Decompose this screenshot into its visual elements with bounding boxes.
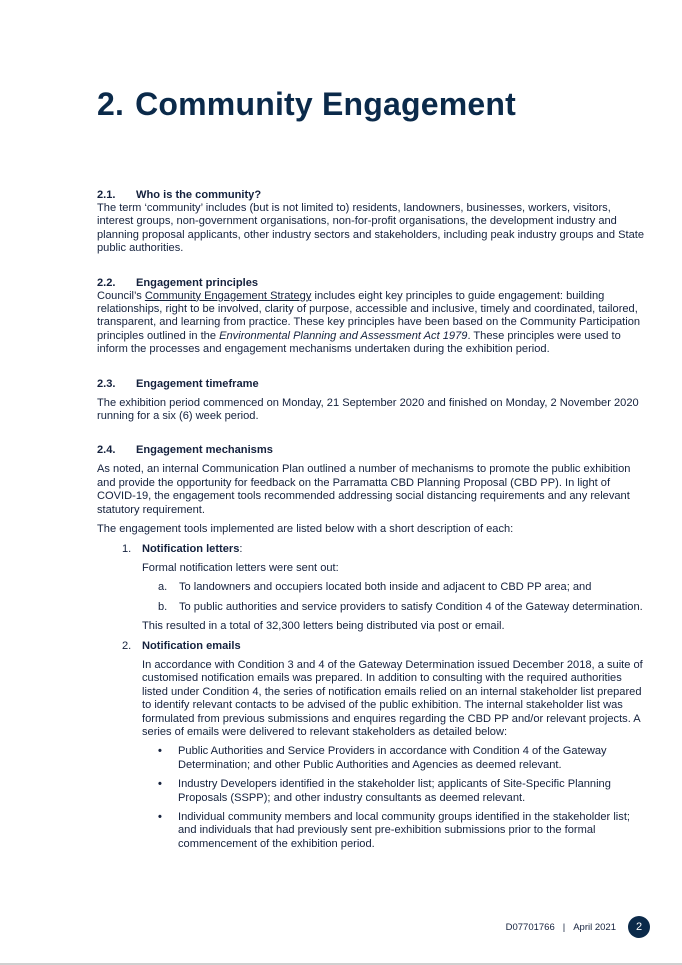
bullet-item bbox=[142, 811, 645, 851]
body-text: . These principles were used to inform the processes and engagement mechanisms undertaken during the exhibition period. bbox=[97, 329, 621, 356]
section-body: As noted, an internal Communication Plan outlined a number of mechanisms to promote the public exhibition and provide the opportunity for feedback on the Parramatta CBD Planning Proposal (CBD PP). In light of COVID-19, the engagement tools recommended addressing social distancing requirements and any relevant statutory requirement. bbox=[97, 463, 631, 516]
page-title bbox=[97, 86, 516, 123]
bullet-text: Public Authorities and Service Providers in accordance with Condition 4 of the Gateway Determination; and other Public Authorities and Agencies as deemed relevant. bbox=[178, 745, 607, 771]
bullet-marker: • bbox=[158, 745, 162, 758]
body-content bbox=[97, 188, 645, 851]
bullet-text: Individual community members and local community groups identified in the stakeholder list; and individuals that had previously sent pre-exhibition submissions prior to the formal commencement of the exhibition period. bbox=[178, 811, 630, 850]
sub-list-marker: a. bbox=[158, 581, 168, 594]
list-item bbox=[97, 640, 645, 852]
mechanisms-list bbox=[97, 543, 645, 852]
act-title: Environmental Planning and Assessment Act 1979 bbox=[219, 329, 468, 342]
item-title: Notification emails bbox=[142, 639, 241, 652]
section-body: The exhibition period commenced on Monday, 21 September 2020 and finished on Monday, 2 November 2020 running for a six (6) week period. bbox=[97, 396, 639, 423]
section-title: Engagement principles bbox=[136, 276, 259, 289]
list-marker: 1. bbox=[122, 542, 132, 555]
item-title-suffix: : bbox=[239, 542, 243, 555]
section-body bbox=[97, 290, 645, 357]
bullet-marker: • bbox=[158, 811, 162, 823]
page-number-badge: 2 bbox=[628, 916, 650, 938]
section-number: 2.3. bbox=[97, 377, 116, 390]
footer-separator: | bbox=[562, 921, 566, 933]
section-number: 2.4. bbox=[97, 444, 116, 457]
item-title: Notification letters bbox=[142, 542, 240, 555]
item-lead: In accordance with Condition 3 and 4 of the Gateway Determination issued December 2018, a suite of customised notification emails was prepared. In addition to consulting with the required authorities listed under Condition 4, the series of notification emails relied on an internal stakeholder list prepared to identify relevant contacts to be advised of the public exhibition. The internal stakeholder list was formulated from previous submissions and enquires regarding the CBD PP and/or relevant projects. A series of emails were delivered to relevant stakeholders as detailed below: bbox=[142, 658, 643, 738]
sub-list-marker: b. bbox=[158, 600, 168, 613]
section-heading bbox=[97, 377, 645, 391]
heading-number: 2. bbox=[97, 86, 125, 122]
body-text: Council’s bbox=[97, 289, 145, 302]
section-heading bbox=[97, 443, 645, 457]
list-intro: The engagement tools implemented are listed below with a short description of each: bbox=[97, 523, 514, 536]
sub-list-item bbox=[142, 581, 645, 594]
page-footer bbox=[506, 916, 650, 938]
item-lead: Formal notification letters were sent out: bbox=[142, 561, 339, 574]
section-heading bbox=[97, 188, 645, 202]
sub-list-item bbox=[142, 601, 645, 614]
section-heading bbox=[97, 276, 645, 290]
sub-list-text: To landowners and occupiers located both inside and adjacent to CBD PP area; and bbox=[179, 581, 592, 594]
community-engagement-strategy-link[interactable]: Community Engagement Strategy bbox=[144, 289, 312, 302]
document-date: April 2021 bbox=[573, 921, 616, 933]
section-body: The term ‘community’ includes (but is not limited to) residents, landowners, businesses, workers, visitors, interest groups, non-government organisations, non-for-profit organisations, the development industry and planning proposal applicants, other industry sectors and stakeholders, including peak industry groups and State public authorities. bbox=[97, 202, 645, 255]
list-marker: 2. bbox=[122, 639, 132, 652]
document-id: D07701766 bbox=[505, 921, 555, 933]
section-number: 2.2. bbox=[97, 276, 116, 289]
bullet-item bbox=[142, 778, 645, 805]
body-text: includes eight key principles to guide engagement: building relationships, right to be involved, clarity of purpose, accessible and inclusive, timely and coordinated, tailored, transparent, and learning from practice. These key principles have been based on the Community Participation principles outlined in the bbox=[97, 289, 641, 342]
bullet-marker: • bbox=[158, 778, 162, 791]
section-title: Engagement timeframe bbox=[136, 377, 259, 390]
list-item bbox=[97, 543, 645, 634]
sub-list-text: To public authorities and service providers to satisfy Condition 4 of the Gateway determination. bbox=[179, 600, 643, 613]
section-title: Engagement mechanisms bbox=[136, 444, 273, 457]
section-number: 2.1. bbox=[97, 189, 116, 201]
heading-text: Community Engagement bbox=[135, 86, 517, 122]
bullet-text: Industry Developers identified in the stakeholder list; applicants of Site-Specific Planning Proposals (SSPP); and other industry consultants as deemed relevant. bbox=[178, 778, 611, 804]
item-closing: This resulted in a total of 32,300 letters being distributed via post or email. bbox=[142, 620, 505, 633]
bullet-item bbox=[142, 745, 645, 772]
section-title: Who is the community? bbox=[136, 189, 262, 201]
